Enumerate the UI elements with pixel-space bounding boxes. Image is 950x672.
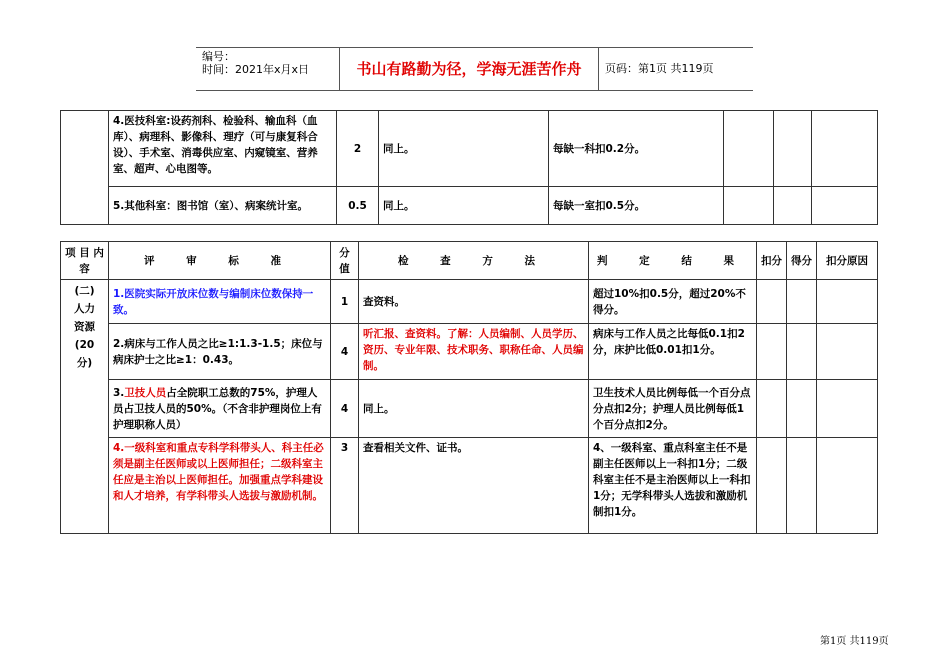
deduct-cell bbox=[757, 438, 787, 534]
get-cell bbox=[774, 187, 812, 225]
page-header bbox=[196, 47, 753, 91]
reason-cell bbox=[817, 324, 878, 380]
standard-cell: 4.医技科室:设药剂科、检验科、输血科（血库）、病理科、影像科、理疗（可与康复科合设）、手术室、消毒供应室、内窥镜室、营养室、超声、心电图等。 bbox=[109, 111, 337, 187]
header-deduct: 扣分 bbox=[757, 242, 787, 280]
table-row bbox=[61, 187, 878, 225]
score-cell: 4 bbox=[331, 380, 359, 438]
header-motto: 书山有路勤为径，学海无涯苦作舟 bbox=[339, 48, 599, 90]
time-label: 时间：2021年x月x日 bbox=[202, 63, 310, 76]
standard-rest: 占全院职工总数的75%，护理人员占卫技人员的50%。（不含非护理岗位上有护理职称人员） bbox=[113, 386, 322, 431]
table-row bbox=[61, 111, 878, 187]
reason-cell bbox=[812, 187, 878, 225]
get-cell bbox=[774, 111, 812, 187]
method-cell: 同上。 bbox=[379, 111, 549, 187]
table-row bbox=[61, 324, 878, 380]
header-get: 得分 bbox=[787, 242, 817, 280]
reason-cell bbox=[812, 111, 878, 187]
deduct-cell bbox=[757, 280, 787, 324]
score-cell: 4 bbox=[331, 324, 359, 380]
result-cell: 超过10%扣0.5分，超过20%不得分。 bbox=[589, 280, 757, 324]
page-footer: 第1页 共119页 bbox=[820, 636, 889, 647]
header-result: 判 定 结 果 bbox=[589, 242, 757, 280]
header-method: 检 查 方 法 bbox=[359, 242, 589, 280]
method-cell: 查资料。 bbox=[359, 280, 589, 324]
header-standard: 评 审 标 准 bbox=[109, 242, 331, 280]
header-reason: 扣分原因 bbox=[817, 242, 878, 280]
method-cell: 听汇报、查资料。了解：人员编制、人员学历、资历、专业年限、技术职务、职称任命、人员编制。 bbox=[359, 324, 589, 380]
table-row bbox=[61, 280, 878, 324]
result-cell: 病床与工作人员之比每低0.1扣2分，床护比低0.01扣1分。 bbox=[589, 324, 757, 380]
score-cell: 2 bbox=[337, 111, 379, 187]
standard-prefix: 3. bbox=[113, 386, 125, 399]
get-cell bbox=[787, 438, 817, 534]
header-meta bbox=[196, 48, 339, 90]
result-cell: 每缺一科扣0.2分。 bbox=[549, 111, 724, 187]
table-row bbox=[61, 438, 878, 534]
standard-cell: 5.其他科室：图书馆（室）、病案统计室。 bbox=[109, 187, 337, 225]
header-score: 分值 bbox=[331, 242, 359, 280]
result-cell: 每缺一室扣0.5分。 bbox=[549, 187, 724, 225]
method-cell: 同上。 bbox=[379, 187, 549, 225]
get-cell bbox=[787, 380, 817, 438]
item-cell-empty bbox=[61, 111, 109, 225]
deduct-cell bbox=[757, 324, 787, 380]
get-cell bbox=[787, 280, 817, 324]
standard-cell: 1.医院实际开放床位数与编制床位数保持一致。 bbox=[109, 280, 331, 324]
review-table bbox=[60, 241, 878, 534]
number-label: 编号： bbox=[202, 50, 235, 63]
standard-cell bbox=[109, 380, 331, 438]
score-cell: 3 bbox=[331, 438, 359, 534]
standard-highlight: 卫技人员 bbox=[124, 386, 167, 399]
reason-cell bbox=[817, 380, 878, 438]
deduct-cell bbox=[724, 187, 774, 225]
reason-cell bbox=[817, 280, 878, 324]
result-cell: 卫生技术人员比例每低一个百分点分点扣2分；护理人员比例每低1个百分点扣2分。 bbox=[589, 380, 757, 438]
method-cell: 同上。 bbox=[359, 380, 589, 438]
header-page-info: 页码：第1页 共119页 bbox=[605, 62, 714, 75]
deduct-cell bbox=[757, 380, 787, 438]
get-cell bbox=[787, 324, 817, 380]
table-row bbox=[61, 380, 878, 438]
standard-cell: 4.一级科室和重点专科学科带头人、科主任必须是副主任医师或以上医师担任；二级科室主任应是主治以上医师担任。加强重点学科建设和人才培养，有学科带头人选拔与激励机制。 bbox=[109, 438, 331, 534]
continuation-table bbox=[60, 110, 878, 225]
standard-cell: 2.病床与工作人员之比≥1:1.3-1.5；床位与病床护士之比≥1：0.43。 bbox=[109, 324, 331, 380]
header-row bbox=[61, 242, 878, 280]
deduct-cell bbox=[724, 111, 774, 187]
score-cell: 1 bbox=[331, 280, 359, 324]
method-cell: 查看相关文件、证书。 bbox=[359, 438, 589, 534]
header-item: 项 目 内 容 bbox=[61, 242, 109, 280]
score-cell: 0.5 bbox=[337, 187, 379, 225]
reason-cell bbox=[817, 438, 878, 534]
section-cell: (二)人力资源(20分) bbox=[61, 280, 109, 534]
result-cell: 4、一级科室、重点科室主任不是副主任医师以上一科扣1分；二级科室主任不是主治医师以上一科扣1分；无学科带头人选拔和激励机制扣1分。 bbox=[589, 438, 757, 534]
